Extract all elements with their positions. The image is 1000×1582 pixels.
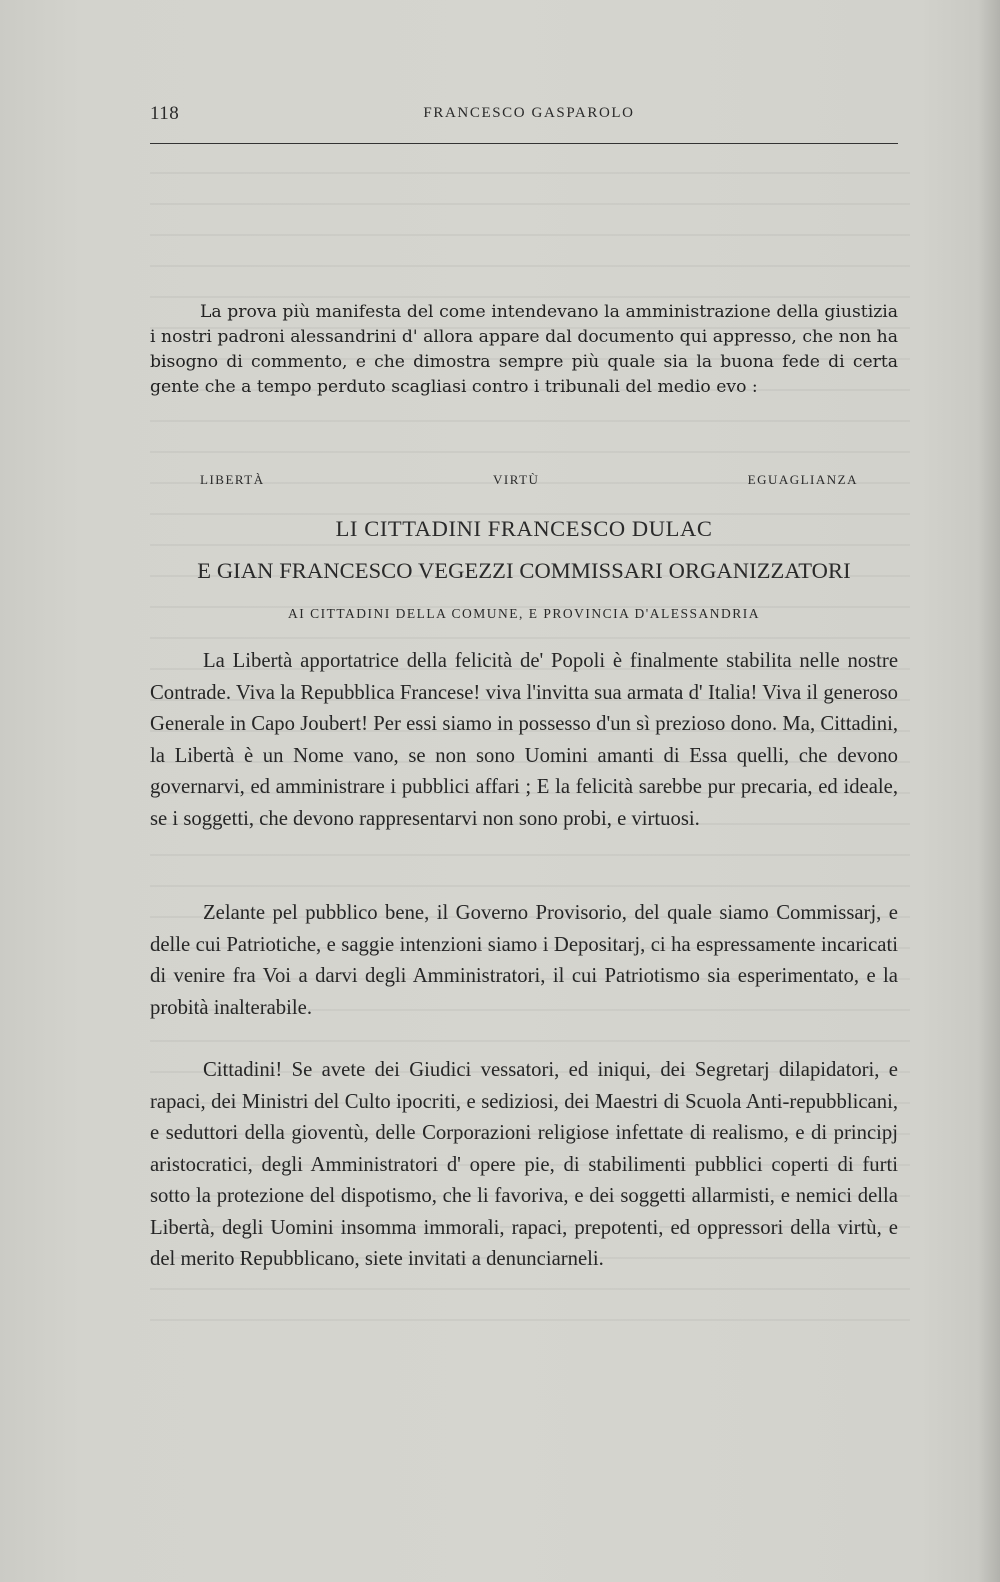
motto-eguaglianza: EGUAGLIANZA <box>747 472 858 487</box>
document-heading-line1: LI CITTADINI FRANCESCO DULAC <box>335 516 713 541</box>
running-title: FRANCESCO GASPAROLO <box>423 105 635 121</box>
page-number: 118 <box>150 103 180 124</box>
motto-liberta: LIBERTÀ <box>200 472 265 487</box>
running-head <box>150 103 898 129</box>
document-motto <box>150 472 898 492</box>
motto-virtu: VIRTÙ <box>493 472 540 487</box>
document-heading-line2: E GIAN FRANCESCO VEGEZZI COMMISSARI ORGANIZZATORI <box>197 558 851 583</box>
intro-paragraph: La prova più manifesta del come intendevano la amministrazione della giustizia i nostri padroni alessandrini d' allora appare dal documento qui appresso, che non ha bisogno di commento, e che dimostra sempre più quale sia la buona fede di certa gente che a tempo perduto scagliasi contro i tribunali del medio evo : <box>150 302 898 397</box>
page-edge-shadow <box>978 0 1000 1582</box>
document-paragraph: Zelante pel pubblico bene, il Governo Provisorio, del quale siamo Commissarj, e delle cui Patriotiche, e saggie intenzioni siamo i Depositarj, ci ha espressamente incaricati di venire fra Voi a darvi degli Amministratori, il cui Patriotismo sia esperimentato, e la probità inalterabile. <box>150 902 898 1019</box>
document-heading-line3: AI CITTADINI DELLA COMUNE, E PROVINCIA D'ALESSANDRIA <box>288 606 760 621</box>
document-paragraph: Cittadini! Se avete dei Giudici vessatori, ed iniqui, dei Segretarj dilapidatori, e rapaci, dei Ministri del Culto ipocriti, e sediziosi, dei Maestri di Scuola Anti-repubblicani, e seduttori della gioventù, delle Corporazioni religiose infettate di realismo, e di principj aristocratici, degli Amministratori d' opere pie, di stabilimenti pubblici coperti di furti sotto la protezione del dispotismo, che li favoriva, e dei soggetti allarmisti, e nemici della Libertà, degli Uomini insomma immorali, rapaci, prepotenti, ed oppressori della virtù, e del merito Repubblicano, siete invitati a denunciarneli. <box>150 1059 898 1270</box>
document-paragraph: La Libertà apportatrice della felicità de' Popoli è finalmente stabilita nelle nostre Contrade. Viva la Repubblica Francese! viva l'invitta sua armata d' Italia! Viva il generoso Generale in Capo Joubert! Per essi siamo in possesso d'un sì prezioso dono. Ma, Cittadini, la Libertà è un Nome vano, se non sono Uomini amanti di Essa quelli, che devono governarvi, ed amministrare i pubblici affari ; E la felicità sarebbe pur precaria, ed ideale, se i soggetti, che devono rappresentarvi non sono probi, e virtuosi. <box>150 650 898 830</box>
header-rule <box>150 143 898 144</box>
